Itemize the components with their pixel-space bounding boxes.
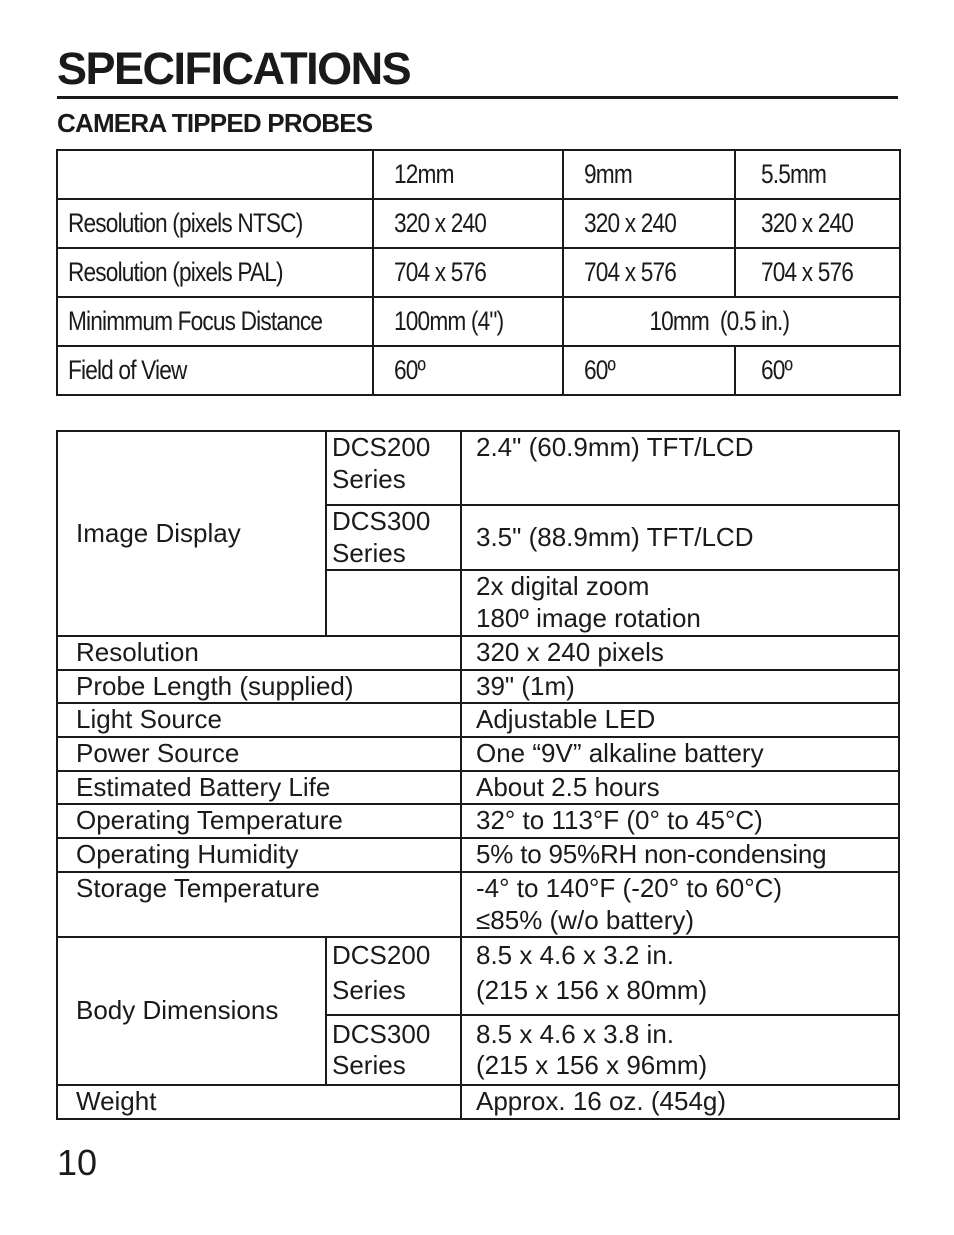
table-cell: 60º	[373, 346, 563, 395]
dimensions-dcs300: 8.5 x 4.6 x 3.8 in. (215 x 156 x 96mm)	[461, 1015, 899, 1085]
table-row	[57, 737, 899, 771]
table-cell: 320 x 240	[373, 199, 563, 248]
row-label: Weight	[57, 1085, 461, 1119]
table-cell: 704 x 576	[563, 248, 735, 297]
image-display-label: Image Display	[57, 431, 326, 636]
page-title: SPECIFICATIONS	[57, 43, 411, 94]
row-value: Adjustable LED	[461, 703, 899, 737]
table-header-row	[57, 150, 900, 199]
table-cell: 320 x 240	[563, 199, 735, 248]
row-label: Estimated Battery Life	[57, 771, 461, 805]
table-row	[57, 199, 900, 248]
table-row	[57, 346, 900, 395]
row-label: Minimmum Focus Distance	[57, 297, 373, 346]
empty-cell	[326, 570, 461, 635]
row-value: One “9V” alkaline battery	[461, 737, 899, 771]
table-cell: 704 x 576	[735, 248, 900, 297]
dimensions-dcs200: 8.5 x 4.6 x 3.2 in. (215 x 156 x 80mm)	[461, 937, 899, 1015]
model-cell-dcs200: DCS200 Series	[326, 431, 461, 505]
row-value: 39" (1m)	[461, 670, 899, 704]
display-value-dcs200: 2.4" (60.9mm) TFT/LCD	[461, 431, 899, 505]
table-row	[57, 804, 899, 838]
table-cell: 320 x 240	[735, 199, 900, 248]
model-cell-dcs300: DCS300 Series	[326, 1015, 461, 1085]
row-label: Operating Temperature	[57, 804, 461, 838]
table-row	[57, 1085, 899, 1119]
table-cell-merged: 10mm (0.5 in.)	[563, 297, 900, 346]
row-value: 5% to 95%RH non-condensing	[461, 838, 899, 872]
row-label: Probe Length (supplied)	[57, 670, 461, 704]
header-cell-12mm: 12mm	[373, 150, 563, 199]
row-value: 320 x 240 pixels	[461, 636, 899, 670]
table-row	[57, 703, 899, 737]
table-cell: 60º	[735, 346, 900, 395]
row-label: Resolution	[57, 636, 461, 670]
table-row	[57, 838, 899, 872]
row-label: Resolution (pixels PAL)	[57, 248, 373, 297]
specifications-table	[56, 430, 900, 1120]
table-row	[57, 636, 899, 670]
table-row	[57, 872, 899, 937]
camera-probes-table	[56, 149, 901, 396]
row-label: Resolution (pixels NTSC)	[57, 199, 373, 248]
body-dimensions-label: Body Dimensions	[57, 937, 326, 1085]
header-cell-empty	[57, 150, 373, 199]
table-cell: 100mm (4")	[373, 297, 563, 346]
row-value: 32° to 113°F (0° to 45°C)	[461, 804, 899, 838]
row-label: Operating Humidity	[57, 838, 461, 872]
row-label: Storage Temperature	[57, 872, 461, 937]
display-value-dcs300: 3.5" (88.9mm) TFT/LCD	[461, 505, 899, 570]
table-cell: 60º	[563, 346, 735, 395]
row-label: Field of View	[57, 346, 373, 395]
row-label: Light Source	[57, 703, 461, 737]
model-cell-dcs200: DCS200 Series	[326, 937, 461, 1015]
row-value: About 2.5 hours	[461, 771, 899, 805]
page-number: 10	[57, 1142, 98, 1183]
row-value: Approx. 16 oz. (454g)	[461, 1085, 899, 1119]
table-row	[57, 248, 900, 297]
table-cell: 704 x 576	[373, 248, 563, 297]
row-value: -4° to 140°F (-20° to 60°C) ≤85% (w/o battery)	[461, 872, 899, 937]
title-rule	[57, 96, 898, 99]
table-row	[57, 670, 899, 704]
model-cell-dcs300: DCS300 Series	[326, 505, 461, 570]
section-subtitle: CAMERA TIPPED PROBES	[57, 108, 373, 138]
display-features: 2x digital zoom 180º image rotation	[461, 570, 899, 635]
table-row	[57, 297, 900, 346]
table-row	[57, 771, 899, 805]
row-label: Power Source	[57, 737, 461, 771]
header-cell-5-5mm: 5.5mm	[735, 150, 900, 199]
header-cell-9mm: 9mm	[563, 150, 735, 199]
